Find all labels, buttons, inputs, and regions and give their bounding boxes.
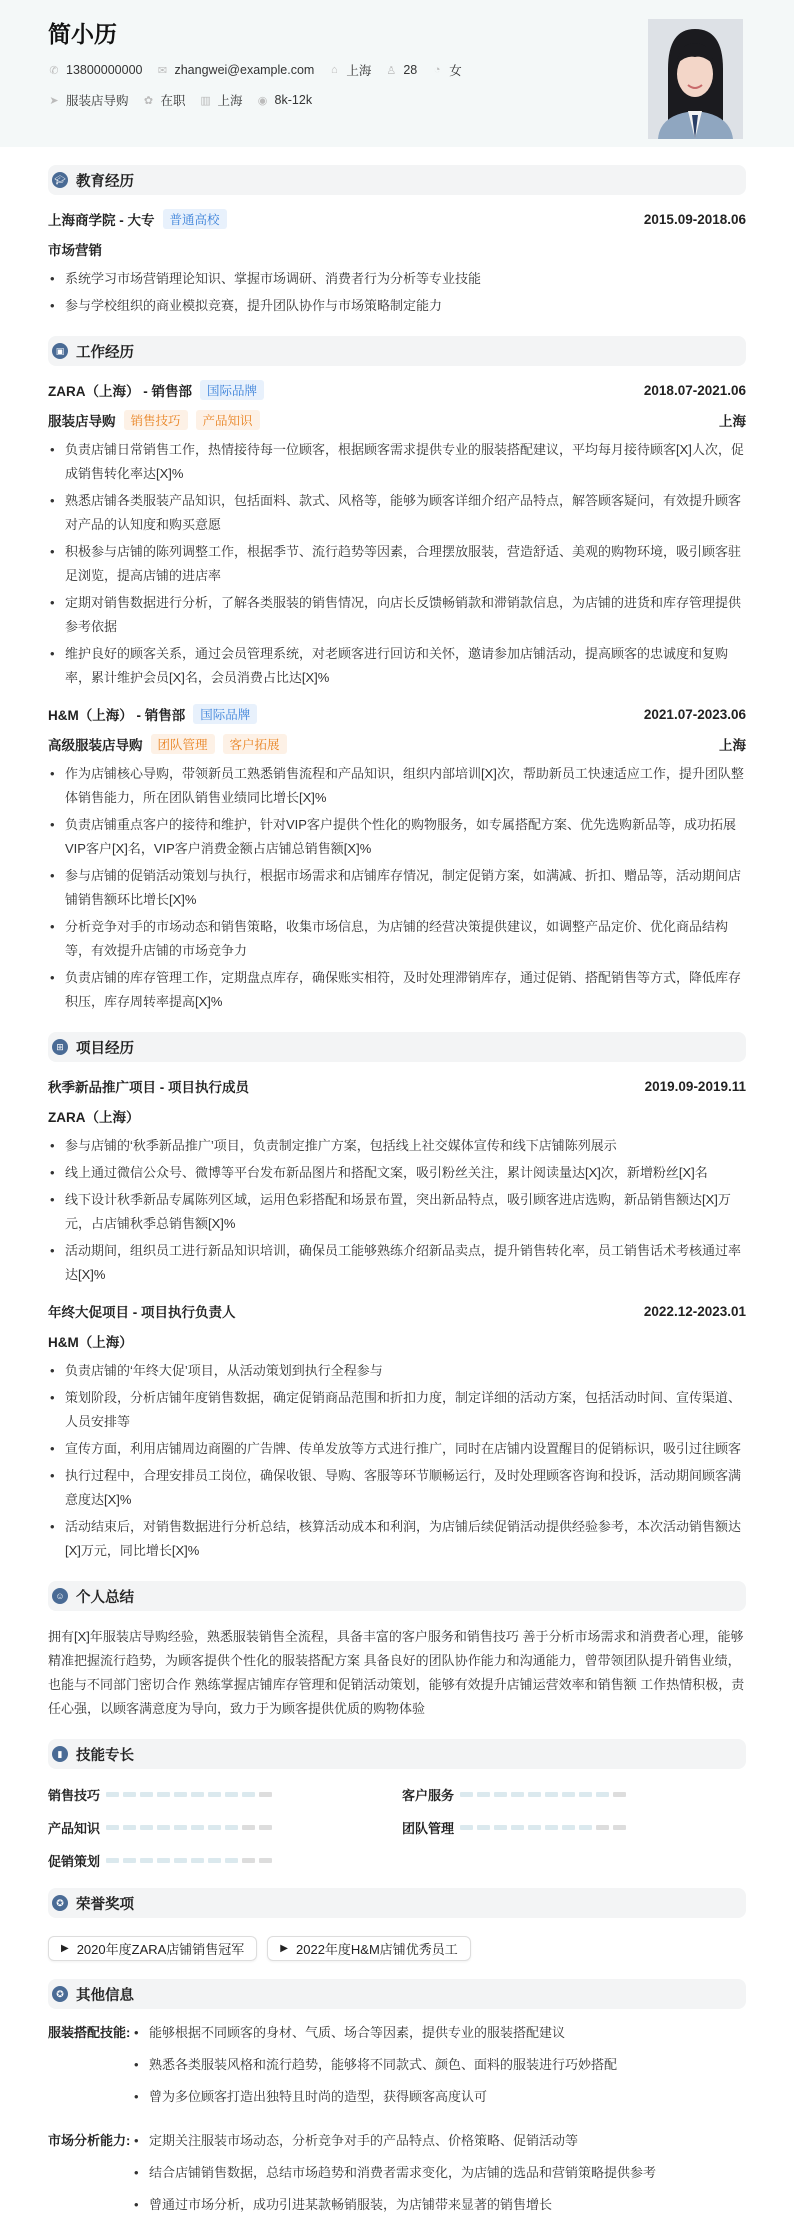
company-tag: 国际品牌: [193, 704, 257, 724]
project-header: [48, 1301, 746, 1321]
project-name: 年终大促项目 - 项目执行负责人: [48, 1305, 236, 1320]
skill-name: 销售技巧: [48, 1788, 101, 1803]
bullet-list: [132, 2129, 656, 2225]
skill-level-segment: [123, 1858, 136, 1863]
award-label: 2022年度H&M店铺优秀员工: [296, 1942, 458, 1957]
list-item: • 分析竞争对手的市场动态和销售策略，收集市场信息，为店铺的经营决策提供建议，如调整产品定价、优化商品结构等，有效提升店铺的市场竞争力: [48, 915, 746, 963]
award-label: 2020年度ZARA店铺销售冠军: [76, 1942, 245, 1957]
project-date: 2022.12-2023.01: [643, 1303, 746, 1319]
list-item: • 参与店铺的促销活动策划与执行，根据市场需求和店铺库存情况，制定促销方案，如满减、折扣、赠品等，活动期间店铺销售额环比增长[X]%: [48, 864, 746, 912]
list-item: • 积极参与店铺的陈列调整工作，根据季节、流行趋势等因素，合理摆放服装，营造舒适、美观的购物环境，吸引顾客驻足浏览，提高店铺的进店率: [48, 540, 746, 588]
job-date: 2018.07-2021.06: [643, 382, 746, 398]
job-date: 2021.07-2023.06: [643, 706, 746, 722]
award-icon: ✪: [52, 1895, 68, 1911]
phone-icon: ✆: [49, 64, 59, 77]
skill-tag: 客户拓展: [223, 734, 287, 754]
skill-level-segment: [460, 1825, 473, 1830]
skill-level-segment: [259, 1825, 272, 1830]
skill-level-segment: [157, 1792, 170, 1797]
skill-level-segment: [242, 1858, 255, 1863]
section-header-honors: [48, 1888, 746, 1918]
section-title: 其他信息: [76, 1987, 134, 2004]
skill-name: 产品知识: [48, 1821, 101, 1836]
skill-level-segment: [123, 1792, 136, 1797]
skills-grid: [48, 1785, 746, 1870]
user-icon: ☺: [52, 1588, 68, 1604]
skill-level-segment: [545, 1825, 558, 1830]
skill-level-bar: [460, 1792, 626, 1797]
resume-header: [0, 0, 794, 147]
other-info-label: 市场分析能力:: [48, 2133, 131, 2148]
age-icon: ♙: [386, 64, 397, 77]
skill-level-segment: [225, 1825, 238, 1830]
skill-level-segment: [208, 1825, 221, 1830]
skill-level-segment: [208, 1792, 221, 1797]
skill-tag: 产品知识: [196, 410, 260, 430]
skill-level-segment: [511, 1792, 524, 1797]
status-icon: ✿: [143, 94, 154, 107]
skill-level-bar: [106, 1792, 272, 1797]
triangle-right-icon: ▶: [61, 1943, 69, 1954]
list-item: • 活动结束后，对销售数据进行分析总结，核算活动成本和利润，为店铺后续促销活动提供经验参考，本次活动销售额达[X]万元，同比增长[X]%: [48, 1515, 746, 1563]
section-title: 工作经历: [76, 344, 134, 361]
skill-level-segment: [460, 1792, 473, 1797]
job-city: 上海: [719, 414, 746, 429]
graduation-cap-icon: 🎓︎: [52, 172, 68, 188]
bullet-list: [132, 2021, 617, 2117]
section-header-summary: [48, 1581, 746, 1611]
skill-level-segment: [477, 1792, 490, 1797]
gender: 女: [449, 64, 462, 78]
list-item: • 参与学校组织的商业模拟竞赛，提升团队协作与市场策略制定能力: [48, 294, 746, 318]
project-header: [48, 1076, 746, 1096]
summary-text: 拥有[X]年服装店导购经验，熟悉服装销售全流程，具备丰富的客户服务和销售技巧 善于分析市场需求和消费者心理，能够精准把握流行趋势，为顾客提供个性化的服装搭配方案 具备良好的团队协作能力和沟通能力，曾带领团队提升销售业绩，也能与不同部门密切合作 熟练掌握店铺库存管理和促销活动策划，能够有效提升店铺运营效率和销售额 工作热情积极，责任心强，以顾客满意度为导向，致力于为顾客提供优质的购物体验: [48, 1629, 745, 1716]
school-name: 上海商学院 - 大专: [48, 213, 155, 228]
skill-level-segment: [174, 1825, 187, 1830]
section-header-work: [48, 336, 746, 366]
home-icon: ⌂: [331, 64, 338, 76]
skill-level-segment: [191, 1825, 204, 1830]
skill-level-segment: [259, 1792, 272, 1797]
company-tag: 国际品牌: [200, 380, 264, 400]
skill-item: [402, 1818, 742, 1837]
list-item: • 宣传方面，利用店铺周边商圈的广告牌、传单发放等方式进行推广，同时在店铺内设置醒目的促销标识，吸引过往顾客: [48, 1437, 746, 1461]
list-item: • 执行过程中，合理安排员工岗位，确保收银、导购、客服等环节顺畅运行，及时处理顾客咨询和投诉，活动期间顾客满意度达[X]%: [48, 1464, 746, 1512]
briefcase-icon: ▣: [52, 343, 68, 359]
section-title: 技能专长: [76, 1747, 134, 1764]
other-info-group: [48, 2021, 746, 2117]
skill-level-segment: [259, 1858, 272, 1863]
list-item: • 作为店铺核心导购，带领新员工熟悉销售流程和产品知识，组织内部培训[X]次，帮助新员工快速适应工作，提升团队整体销售能力，所在团队销售业绩同比增长[X]%: [48, 762, 746, 810]
job-status: 在职: [160, 94, 186, 108]
section-title: 项目经历: [76, 1040, 134, 1057]
job-role-row: [48, 734, 746, 754]
skill-level-bar: [460, 1825, 626, 1830]
list-item: • 熟悉各类服装风格和流行趋势，能够将不同款式、颜色、面料的服装进行巧妙搭配: [132, 2053, 617, 2077]
profile-photo: [648, 19, 743, 139]
other-info-label: 服装搭配技能:: [48, 2025, 131, 2040]
skill-level-bar: [106, 1858, 272, 1863]
award-item: [48, 1936, 257, 1961]
salary: 8k-12k: [274, 93, 313, 107]
school-tag: 普通高校: [163, 209, 227, 229]
skill-level-segment: [157, 1825, 170, 1830]
skill-level-segment: [174, 1792, 187, 1797]
project-name: 秋季新品推广项目 - 项目执行成员: [48, 1080, 249, 1095]
list-item: • 负责店铺的库存管理工作，定期盘点库存，确保账实相符，及时处理滞销库存，通过促销、搭配销售等方式，降低库存积压，库存周转率提高[X]%: [48, 966, 746, 1014]
skill-item: [48, 1785, 402, 1804]
list-item: • 线上通过微信公众号、微博等平台发布新品图片和搭配文案，吸引粉丝关注，累计阅读量达[X]次，新增粉丝[X]名: [48, 1161, 746, 1185]
list-item: • 熟悉店铺各类服装产品知识，包括面料、款式、风格等，能够为顾客详细介绍产品特点，解答顾客疑问，有效提升顾客对产品的认知度和购买意愿: [48, 489, 746, 537]
skill-level-segment: [157, 1858, 170, 1863]
job-header: [48, 380, 746, 400]
skill-item: [48, 1818, 402, 1837]
bullet-list: [48, 1134, 746, 1287]
skill-level-segment: [208, 1858, 221, 1863]
section-title: 教育经历: [76, 173, 134, 190]
company-name: H&M（上海） - 销售部: [48, 708, 186, 723]
list-item: • 参与店铺的‘秋季新品推广’项目，负责制定推广方案，包括线上社交媒体宣传和线下店铺陈列展示: [48, 1134, 746, 1158]
section-header-projects: [48, 1032, 746, 1062]
skill-level-segment: [562, 1792, 575, 1797]
skill-level-segment: [545, 1792, 558, 1797]
skill-level-segment: [579, 1825, 592, 1830]
salary-icon: ◉: [257, 94, 268, 107]
company-name: ZARA（上海） - 销售部: [48, 384, 192, 399]
skill-level-segment: [579, 1792, 592, 1797]
skill-name: 客户服务: [402, 1788, 455, 1803]
skill-name: 团队管理: [402, 1821, 455, 1836]
list-item: • 系统学习市场营销理论知识、掌握市场调研、消费者行为分析等专业技能: [48, 267, 746, 291]
skill-level-segment: [174, 1858, 187, 1863]
list-item: • 负责店铺日常销售工作，热情接待每一位顾客，根据顾客需求提供专业的服装搭配建议，平均每月接待顾客[X]人次，促成销售转化率达[X]%: [48, 438, 746, 486]
age: 28: [403, 63, 418, 77]
skill-level-segment: [106, 1858, 119, 1863]
awards-list: [48, 1936, 746, 1961]
target-position: 服装店导购: [66, 94, 129, 108]
section-header-education: [48, 165, 746, 195]
list-item: • 活动期间，组织员工进行新品知识培训，确保员工能够熟练介绍新品卖点，提升销售转化率，员工销售话术考核通过率达[X]%: [48, 1239, 746, 1287]
list-item: • 定期对销售数据进行分析，了解各类服装的销售情况，向店长反馈畅销款和滞销款信息，为店铺的进货和库存管理提供参考依据: [48, 591, 746, 639]
skill-level-segment: [140, 1792, 153, 1797]
section-title: 个人总结: [76, 1589, 134, 1606]
education-entry: [48, 209, 746, 229]
list-item: • 曾通过市场分析，成功引进某款畅销服装，为店铺带来显著的销售增长: [132, 2193, 656, 2217]
skill-level-segment: [242, 1792, 255, 1797]
bar-chart-icon: ▮: [52, 1746, 68, 1762]
skill-level-segment: [106, 1825, 119, 1830]
skill-level-segment: [613, 1825, 626, 1830]
building-icon: ▥: [200, 94, 211, 107]
skill-tag: 团队管理: [151, 734, 215, 754]
skill-level-segment: [528, 1825, 541, 1830]
education-bullets: [48, 267, 746, 318]
list-item: • 策划阶段，分析店铺年度销售数据，确定促销商品范围和折扣力度，制定详细的活动方案，包括活动时间、宣传渠道、人员安排等: [48, 1386, 746, 1434]
section-header-other: [48, 1979, 746, 2009]
section-header-skills: [48, 1739, 746, 1769]
major: 市场营销: [48, 243, 102, 258]
skill-level-segment: [225, 1792, 238, 1797]
mail-icon: ✉: [157, 64, 168, 77]
bullet-list: [48, 1359, 746, 1563]
skill-level-segment: [140, 1825, 153, 1830]
bullet-list: [48, 762, 746, 1014]
skill-level-segment: [596, 1825, 609, 1830]
skill-tag: 销售技巧: [124, 410, 188, 430]
skill-level-segment: [528, 1792, 541, 1797]
skill-level-segment: [242, 1825, 255, 1830]
project-org: H&M（上海）: [48, 1335, 133, 1350]
list-item: • 维护良好的顾客关系，通过会员管理系统，对老顾客进行回访和关怀，邀请参加店铺活动，提高顾客的忠诚度和复购率，累计维护会员[X]名，会员消费占比达[X]%: [48, 642, 746, 690]
job-role: 服装店导购: [48, 414, 116, 429]
job-city: 上海: [719, 738, 746, 753]
skill-level-segment: [613, 1792, 626, 1797]
project-date: 2019.09-2019.11: [644, 1078, 746, 1094]
skill-level-segment: [494, 1825, 507, 1830]
job-role: 高级服装店导购: [48, 738, 143, 753]
list-item: • 负责店铺的‘年终大促’项目，从活动策划到执行全程参与: [48, 1359, 746, 1383]
list-item: • 线下设计秋季新品专属陈列区域，运用色彩搭配和场景布置，突出新品特点，吸引顾客进店选购，新品销售额达[X]万元，占店铺秋季总销售额[X]%: [48, 1188, 746, 1236]
skill-level-segment: [494, 1792, 507, 1797]
award-icon: ✪: [52, 1986, 68, 2002]
contact-row-1: [48, 61, 746, 79]
list-item: • 能够根据不同顾客的身材、气质、场合等因素，提供专业的服装搭配建议: [132, 2021, 617, 2045]
list-item: • 负责店铺重点客户的接待和维护，针对VIP客户提供个性化的购物服务，如专属搭配方案、优先选购新品等，成功拓展VIP客户[X]名，VIP客户消费金额占店铺总销售额[X]%: [48, 813, 746, 861]
education-date: 2015.09-2018.06: [643, 211, 746, 227]
skill-item: [402, 1785, 742, 1804]
skill-level-segment: [562, 1825, 575, 1830]
skill-level-segment: [140, 1858, 153, 1863]
target-city: 上海: [217, 94, 243, 108]
list-item: • 定期关注服装市场动态，分析竞争对手的产品特点、价格策略、促销活动等: [132, 2129, 656, 2153]
other-info-group: [48, 2129, 746, 2225]
skill-level-segment: [511, 1825, 524, 1830]
email: zhangwei@example.com: [174, 63, 315, 77]
award-item: [267, 1936, 471, 1961]
skill-level-segment: [191, 1858, 204, 1863]
grid-icon: ⊞: [52, 1039, 68, 1055]
list-item: • 结合店铺销售数据，总结市场趋势和消费者需求变化，为店铺的选品和营销策略提供参考: [132, 2161, 656, 2185]
skill-level-segment: [106, 1792, 119, 1797]
job-header: [48, 704, 746, 724]
skill-level-segment: [123, 1825, 136, 1830]
location: 上海: [346, 64, 372, 78]
send-icon: ➤: [49, 94, 59, 107]
skill-level-bar: [106, 1825, 272, 1830]
list-item: • 曾为多位顾客打造出独特且时尚的造型，获得顾客高度认可: [132, 2085, 617, 2109]
section-title: 荣誉奖项: [76, 1896, 134, 1913]
skill-level-segment: [477, 1825, 490, 1830]
job-role-row: [48, 410, 746, 430]
project-org: ZARA（上海）: [48, 1110, 140, 1125]
skill-level-segment: [596, 1792, 609, 1797]
skill-name: 促销策划: [48, 1854, 101, 1869]
skill-item: [48, 1851, 402, 1870]
gender-icon: ◔: [433, 64, 441, 76]
skill-level-segment: [191, 1792, 204, 1797]
skill-level-segment: [225, 1858, 238, 1863]
phone: 13800000000: [66, 63, 143, 77]
contact-row-2: [48, 91, 746, 109]
bullet-list: [48, 438, 746, 690]
triangle-right-icon: ▶: [280, 1943, 288, 1954]
candidate-name: 简小历: [48, 21, 117, 47]
